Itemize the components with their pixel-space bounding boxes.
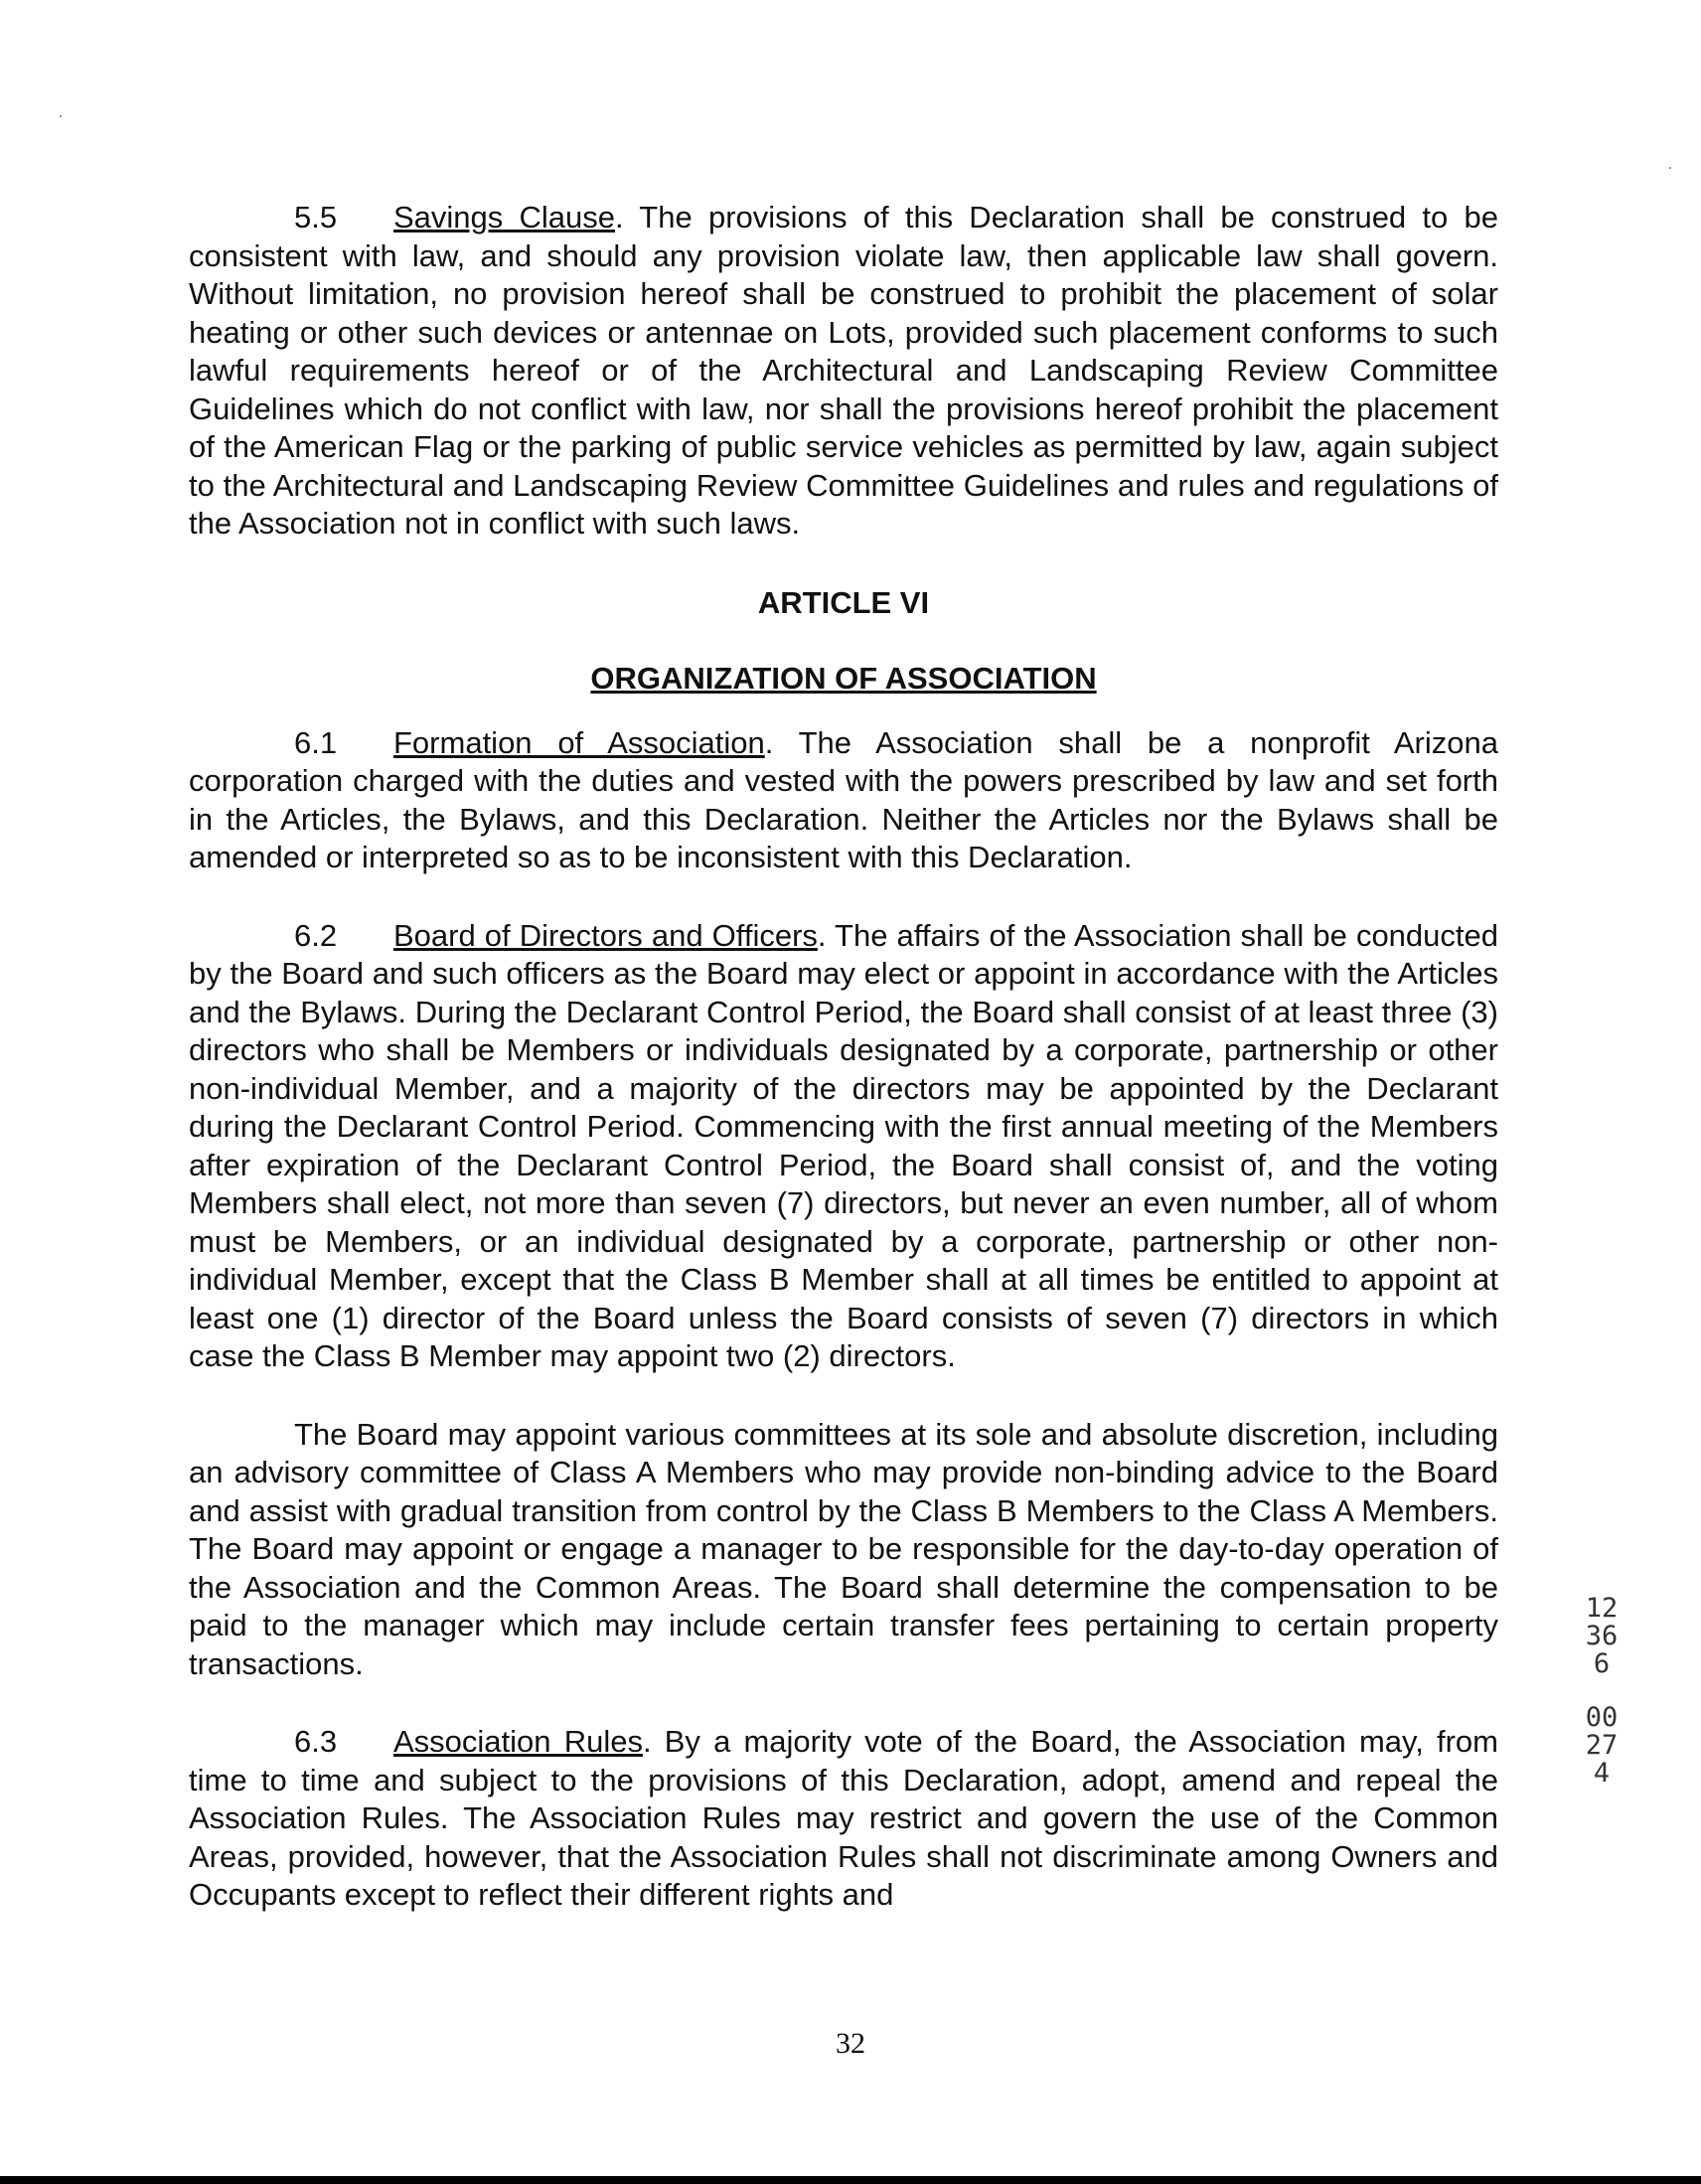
article-label: ARTICLE VI [757, 584, 930, 620]
section-6-2 [189, 917, 1498, 1376]
document-body [189, 199, 1498, 1954]
section-number: 6.3 [294, 1724, 338, 1759]
section-body: . The affairs of the Association shall be conducted by the Board and such officers as the Board may elect or appoint in accordance with the Articles and the Bylaws. During the Declarant Control Period, the Board shall consist of at least three (3) directors who shall be Members or individuals designated by a corporate, partnership or other non-individual Member, and a majority of the directors may be appointed by the Declarant during the Declarant Control Period. Commencing with the first annual meeting of the Members after expiration of the Declarant Control Period, the Board shall consist of, and the voting Members shall elect, not more than seven (7) directors, but never an even number, all of whom must be Members, or an individual designated by a corporate, partnership or other non-individual Member, except that the Class B Member shall at all times be entitled to appoint at least one (1) director of the Board unless the Board consists of seven (7) directors in which case the Class B Member may appoint two (2) directors. [189, 917, 1498, 1373]
committees-paragraph: The Board may appoint various committees at its sole and absolute discretion, including an advisory committee of Class A Members who may provide non-binding advice to the Board and assist with gradual transition from control by the Class B Members to the Class A Members. The Board may appoint or engage a manager to be responsible for the day-to-day operation of the Association and the Common Areas. The Board shall determine the compensation to be paid to the manager which may include certain transfer fees pertaining to certain property transactions. [189, 1416, 1498, 1681]
recording-stamp-part2: 00274 [1585, 1702, 1619, 1789]
page-number: 32 [836, 2027, 865, 2060]
section-number: 5.5 [294, 200, 338, 234]
section-title: Savings Clause [393, 200, 616, 234]
section-number: 6.2 [294, 917, 338, 953]
section-5-5 [189, 199, 1498, 544]
section-body: . By a majority vote of the Board, the Association may, from time to time and subject to the provisions of this Declaration, adopt, amend and repeal the Association Rules. The Association Rules may restrict and govern the use of the Common Areas, provided, however, that the Association Rules shall not discriminate among Owners and Occupants except to reflect their different rights and [189, 1724, 1498, 1912]
section-body: . The provisions of this Declaration shall be construed to be consistent with law, and should any provision violate law, then applicable law shall govern. Without limitation, no provision hereof shall be construed to prohibit the placement of solar heating or other such devices or antennae on Lots, provided such placement conforms to such lawful requirements hereof or of the Architectural and Landscaping Review Committee Guidelines which do not conflict with law, nor shall the provisions hereof prohibit the placement of the American Flag or the parking of public service vehicles as permitted by law, again subject to the Architectural and Landscaping Review Committee Guidelines and rules and regulations of the Association not in conflict with such laws. [189, 200, 1498, 541]
recording-stamp [1582, 1595, 1622, 1788]
article-title: ORGANIZATION OF ASSOCIATION [590, 660, 1097, 696]
section-title: Association Rules [393, 1724, 643, 1759]
recording-stamp-part1: 12366 [1585, 1593, 1619, 1679]
section-title: Board of Directors and Officers [393, 917, 818, 953]
stamp-gap [1582, 1678, 1622, 1704]
section-6-3 [189, 1723, 1498, 1915]
scan-speck [1669, 167, 1671, 169]
scan-speck [60, 115, 62, 117]
section-body: . The Association shall be a nonprofit Arizona corporation charged with the duties and vested with the powers prescribed by law and set forth in the Articles, the Bylaws, and this Declaration. Neither the Articles nor the Bylaws shall be amended or interpreted so as to be inconsistent with this Declaration. [189, 724, 1498, 874]
scan-bottom-edge [0, 2176, 1701, 2184]
section-6-1 [189, 724, 1498, 877]
section-number: 6.1 [294, 724, 338, 760]
section-title: Formation of Association [393, 724, 765, 760]
